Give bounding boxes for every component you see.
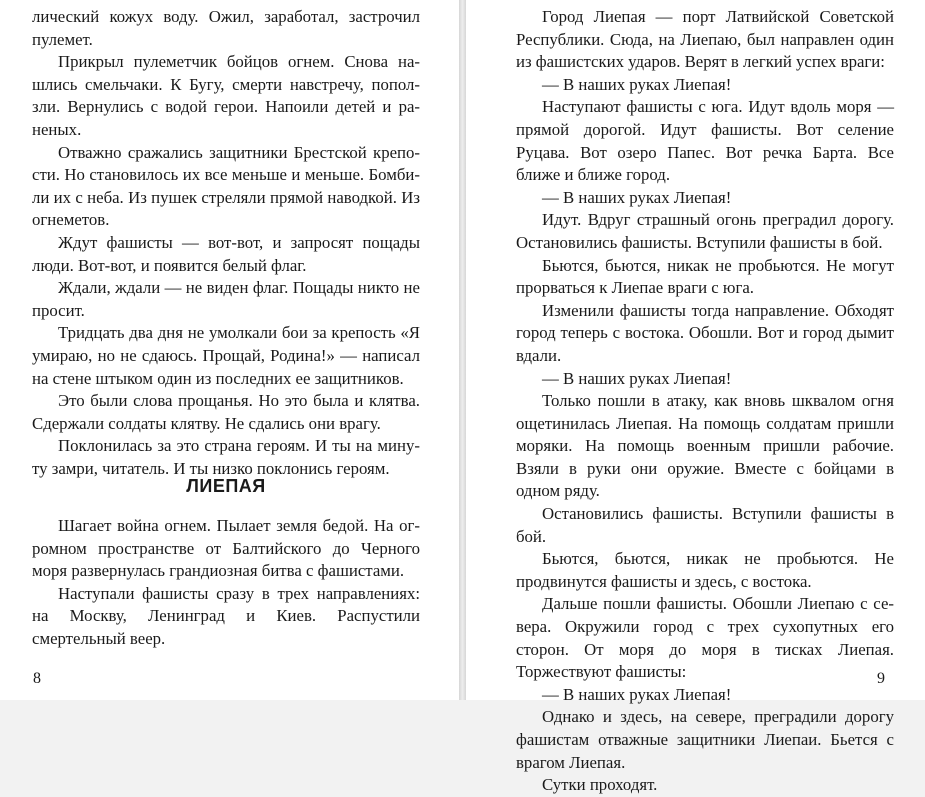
paragraph: Прикрыл пулеметчик бойцов огнем. Снова нашлись смельчаки. К Бугу, смерти навстречу, поползли. Вернулись с водой герои. Напоили детей и раненых. <box>32 52 420 139</box>
paragraph: Тридцать два дня не умолкали бои за крепость «Я умираю, но не сдаюсь. Прощай, Родина!» — написал на стене штыком один из последних ее защитников. <box>32 323 420 388</box>
paragraph: Наступали фашисты сразу в трех направлениях: на Москву, Ленинград и Киев. Распустили смертельный веер. <box>32 583 420 648</box>
paragraph: Изменили фашисты тогда направление. Обходят город теперь с востока. Обошли. Вот и город дымит вдали. <box>516 300 894 365</box>
paragraph: Наступают фашисты с юга. Идут вдоль моря — прямой дорогой. Идут фашисты. Вот селение Руцава. Вот озеро Папес. Вот речка Барта. Все ближе и ближе город. <box>516 97 894 185</box>
paragraph: Сутки проходят. <box>542 775 658 795</box>
paragraph: Дальше пошли фашисты. Обошли Лиепаю с севера. Окружили город с трех сухопутных его сторон. От моря до моря в тисках Лиепая. Торжествуют фашисты: <box>516 594 894 682</box>
left-page <box>0 0 459 700</box>
page-number-right: 9 <box>877 670 885 687</box>
paragraph: — В наших руках Лиепая! <box>542 368 732 388</box>
paragraph: Ждали, ждали — не виден флаг. Пощады никто не просит. <box>32 278 420 320</box>
chapter-heading: ЛИЕПАЯ <box>186 476 266 496</box>
paragraph: Шагает война огнем. Пылает земля бедой. На огромном пространстве от Балтийского до Черного моря развернулась грандиозная битва с фашистами. <box>32 516 420 581</box>
paragraph: — В наших руках Лиепая! <box>542 187 732 207</box>
paragraph: Бьются, бьются, никак не пробьются. Не могут прорваться к Лиепае враги с юга. <box>516 255 894 298</box>
paragraph: Отважно сражались защитники Брестской крепости. Но становилось их все меньше и меньше. Бомбили их с неба. Из пушек стреляли прямой наводкой. Из огнеметов. <box>32 142 420 230</box>
paragraph: Город Лиепая — порт Латвийской Советской Республики. Сюда, на Лиепаю, был направлен один из фашистских ударов. Верят в легкий успех враги: <box>516 7 894 72</box>
paragraph: Это были слова прощанья. Но это была и клятва. Сдержали солдаты клятву. Не сдались они врагу. <box>32 391 420 433</box>
paragraph: Ждут фашисты — вот-вот, и запросят пощады люди. Вот-вот, и появится белый флаг. <box>32 232 420 275</box>
paragraph: Остановились фашисты. Вступили фашисты в бой. <box>516 504 894 546</box>
paragraph: Однако и здесь, на севере, преградили дорогу фашистам отважные защитники Лиепаи. Бьется с врагом Лиепая. <box>516 707 894 772</box>
paragraph: лический кожух воду. Ожил, заработал, застрочил пулемет. <box>32 7 420 49</box>
book-gutter <box>459 0 466 700</box>
left-page-top-text <box>32 6 420 480</box>
left-page-bottom-text <box>32 515 420 651</box>
page-number-left: 8 <box>33 670 41 687</box>
right-page <box>466 0 925 795</box>
right-page-text <box>516 6 894 797</box>
paragraph: — В наших руках Лиепая! <box>542 684 732 704</box>
paragraph: Идут. Вдруг страшный огонь преградил дорогу. Остановились фашисты. Вступили фашисты в бой. <box>516 210 894 252</box>
paragraph: Только пошли в атаку, как вновь шквалом огня ощетинилась Лиепая. На помощь солдатам пришли моряки. На помощь военным пришли рабочие. Взяли в руки они оружие. Вместе с бойцами в одном ряду. <box>516 391 894 501</box>
paragraph: Бьются, бьются, никак не пробьются. Не продвинутся фашисты и здесь, с востока. <box>516 549 894 591</box>
paragraph: Поклонилась за это страна героям. И ты на минуту замри, читатель. И ты низко поклонись героям. <box>32 436 420 478</box>
paragraph: — В наших руках Лиепая! <box>542 74 732 94</box>
